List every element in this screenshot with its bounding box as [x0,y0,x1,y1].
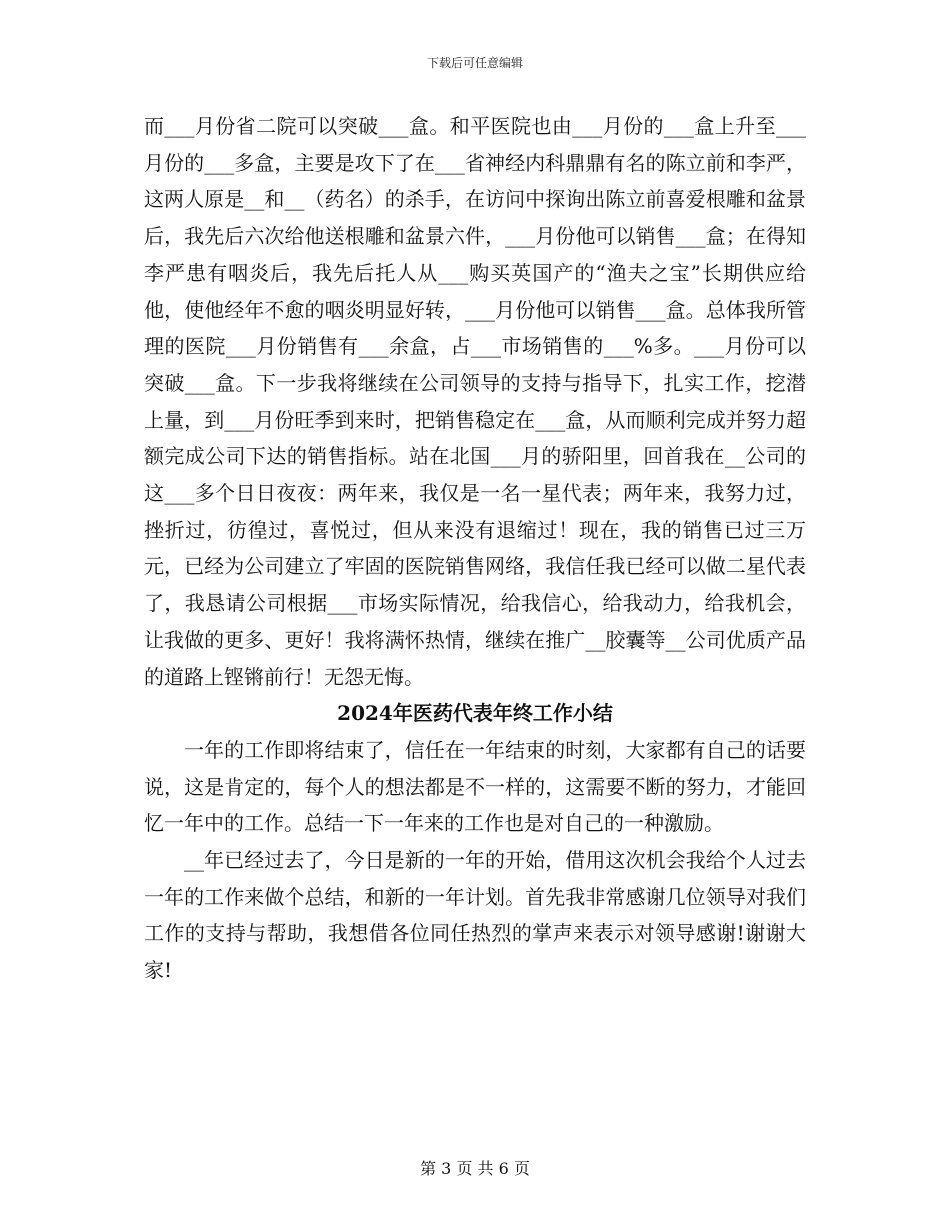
document-body [144,108,806,989]
section-title: 2024年医药代表年终工作小结 [337,701,613,726]
continuation-paragraph: 而___月份省二院可以突破___盒。和平医院也由___月份的___盒上升至___月份的___多盒，主要是攻下了在___省神经内科鼎鼎有名的陈立前和李严，这两人原是__和__（药名）的杀手，在访问中探询出陈立前喜爱根雕和盆景后，我先后六次给他送根雕和盆景六件，___月份他可以销售___盒；在得知李严患有咽炎后，我先后托人从___购买英国产的“渔夫之宝”长期供应给他，使他经年不愈的咽炎明显好转，___月份他可以销售___盒。总体我所管理的医院___月份销售有___余盒，占___市场销售的___%多。___月份可以突破___盒。下一步我将继续在公司领导的支持与指导下，扎实工作，挖潜上量，到___月份旺季到来时，把销售稳定在___盒，从而顺利完成并努力超额完成公司下达的销售指标。站在北国___月的骄阳里，回首我在__公司的这___多个日日夜夜：两年来，我仅是一名一星代表；两年来，我努力过，挫折过，彷徨过，喜悦过，但从来没有退缩过！现在，我的销售已过三万元，已经为公司建立了牢固的医院销售网络，我信任我已经可以做二星代表了，我恳请公司根据___市场实际情况，给我信心，给我动力，给我机会，让我做的更多、更好！我将满怀热情，继续在推广__胶囊等__公司优质产品的道路上铿锵前行！无怨无悔。 [144,114,806,689]
page-number: 第 3 页 共 6 页 [420,1159,530,1178]
paragraph-2: __年已经过去了，今日是新的一年的开始，借用这次机会我给个人过去一年的工作来做个总结，和新的一年计划。首先我非常感谢几位领导对我们工作的支持与帮助，我想借各位同任热烈的掌声来表示对领导感谢!谢谢大家! [144,848,806,983]
paragraph-1: 一年的工作即将结束了，信任在一年结束的时刻，大家都有自己的话要说，这是肯定的，每个人的想法都是不一样的，这需要不断的努力，才能回忆一年中的工作。总结一下一年来的工作也是对自己的一种激励。 [144,737,806,836]
page-header: 下载后可任意编辑 [426,56,523,70]
